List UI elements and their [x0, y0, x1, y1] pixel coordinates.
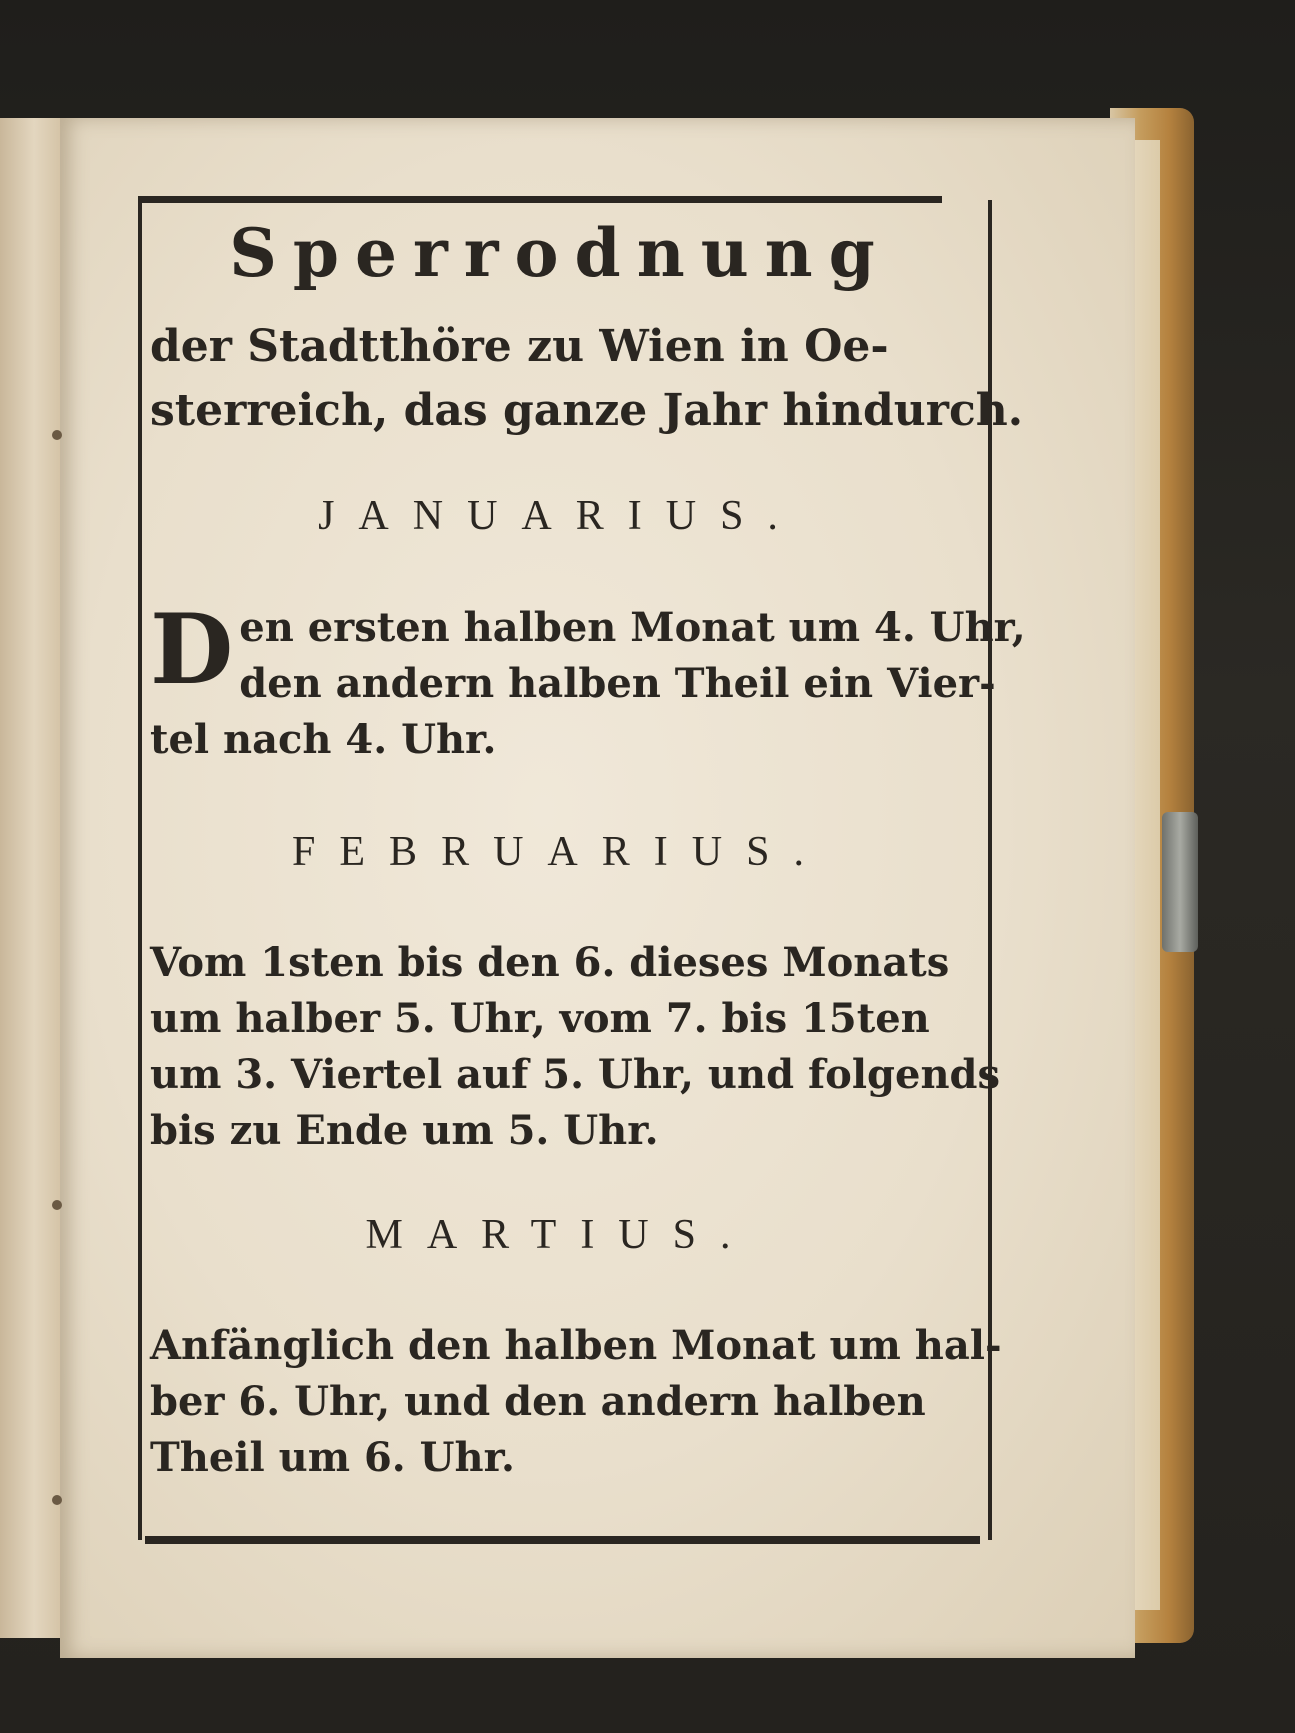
drop-cap: D	[150, 593, 234, 706]
subtitle-line: sterreich, das ganze Jahr hindurch.	[150, 385, 1024, 436]
text-line: ber 6. Uhr, und den andern halben	[150, 1378, 926, 1425]
metal-clasp	[1162, 812, 1198, 952]
section-heading-februarius: FEBRUARIUS.	[292, 829, 828, 875]
section-text-februarius	[150, 935, 1001, 1159]
text-line: en ersten halben Monat um 4. Uhr,	[239, 604, 1026, 651]
text-line: bis zu Ende um 5. Uhr.	[150, 1107, 659, 1154]
text-line: tel nach 4. Uhr.	[150, 716, 497, 763]
text-line: Vom 1sten bis den 6. dieses Monats	[150, 939, 950, 986]
section-heading-januarius: JANUARIUS.	[318, 493, 802, 539]
text-line: Anfänglich den halben Monat um hal-	[150, 1322, 1002, 1369]
text-line: den andern halben Theil ein Vier-	[239, 660, 996, 707]
stitch-hole	[52, 1200, 62, 1210]
frame-bottom-rule	[145, 1536, 980, 1544]
facing-page-edge	[0, 118, 64, 1638]
stitch-hole	[52, 430, 62, 440]
section-text-martius	[150, 1318, 1002, 1486]
subtitle	[150, 315, 1024, 443]
stitch-hole	[52, 1495, 62, 1505]
page-title: Sperrodnung	[229, 214, 891, 292]
subtitle-line: der Stadtthöre zu Wien in Oe-	[150, 321, 889, 372]
text-line: um halber 5. Uhr, vom 7. bis 15ten	[150, 995, 930, 1042]
text-line: um 3. Viertel auf 5. Uhr, und folgends	[150, 1051, 1001, 1098]
section-heading-martius: MARTIUS.	[365, 1212, 755, 1258]
text-line: Theil um 6. Uhr.	[150, 1434, 515, 1481]
section-text-januarius	[150, 593, 1026, 768]
